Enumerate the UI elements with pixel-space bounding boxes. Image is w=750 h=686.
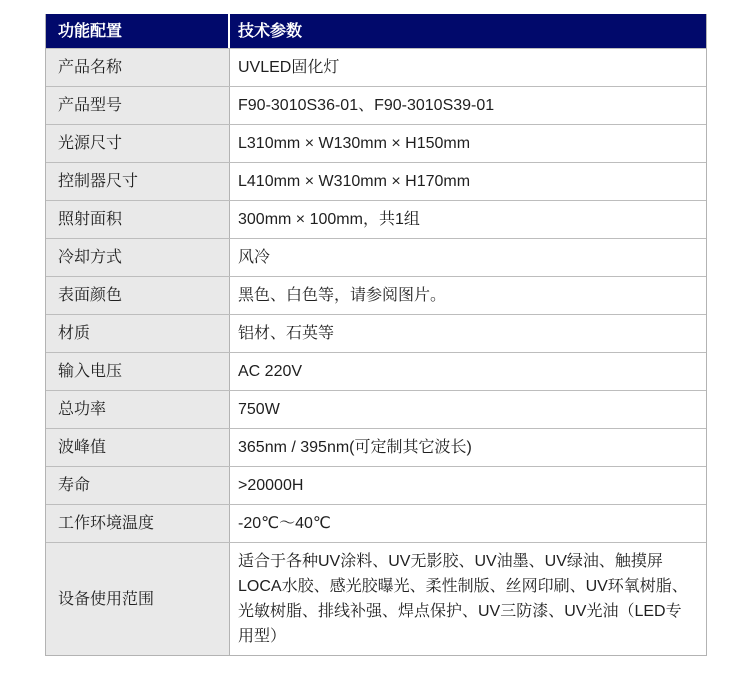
row-value: F90-3010S36-01、F90-3010S39-01: [230, 87, 706, 124]
row-value: UVLED固化灯: [230, 49, 706, 86]
row-label: 产品名称: [46, 49, 230, 86]
table-header-row: [46, 14, 706, 48]
row-value: -20℃～40℃: [230, 505, 706, 542]
table-row: [46, 48, 706, 86]
row-value: >20000H: [230, 467, 706, 504]
row-label: 产品型号: [46, 87, 230, 124]
row-value: L410mm × W310mm × H170mm: [230, 163, 706, 200]
row-value: 黑色、白色等，请参阅图片。: [230, 277, 706, 314]
row-value: 适合于各种UV涂料、UV无影胶、UV油墨、UV绿油、触摸屏LOCA水胶、感光胶曝光、柔性制版、丝网印刷、UV环氧树脂、光敏树脂、排线补强、焊点保护、UV三防漆、UV光油（LED专用型）: [230, 543, 706, 655]
table-row: [46, 162, 706, 200]
spec-table: [45, 14, 707, 656]
row-label: 照射面积: [46, 201, 230, 238]
row-value: AC 220V: [230, 353, 706, 390]
row-label: 设备使用范围: [46, 543, 230, 655]
row-value: 750W: [230, 391, 706, 428]
row-value: L310mm × W130mm × H150mm: [230, 125, 706, 162]
row-label: 光源尺寸: [46, 125, 230, 162]
row-value: 365nm / 395nm(可定制其它波长): [230, 429, 706, 466]
row-label: 控制器尺寸: [46, 163, 230, 200]
table-row: [46, 390, 706, 428]
table-body: [46, 48, 706, 655]
table-row: [46, 542, 706, 655]
header-col-function-config: 功能配置: [46, 14, 230, 48]
row-value: 铝材、石英等: [230, 315, 706, 352]
row-label: 波峰值: [46, 429, 230, 466]
row-label: 输入电压: [46, 353, 230, 390]
row-label: 冷却方式: [46, 239, 230, 276]
table-row: [46, 314, 706, 352]
table-row: [46, 276, 706, 314]
row-label: 寿命: [46, 467, 230, 504]
table-row: [46, 504, 706, 542]
table-row: [46, 124, 706, 162]
header-col-tech-params: 技术参数: [230, 14, 706, 48]
row-value: 300mm × 100mm，共1组: [230, 201, 706, 238]
table-row: [46, 428, 706, 466]
table-row: [46, 200, 706, 238]
table-row: [46, 352, 706, 390]
row-value: 风冷: [230, 239, 706, 276]
table-row: [46, 86, 706, 124]
table-row: [46, 238, 706, 276]
row-label: 总功率: [46, 391, 230, 428]
row-label: 材质: [46, 315, 230, 352]
row-label: 工作环境温度: [46, 505, 230, 542]
row-label: 表面颜色: [46, 277, 230, 314]
table-row: [46, 466, 706, 504]
